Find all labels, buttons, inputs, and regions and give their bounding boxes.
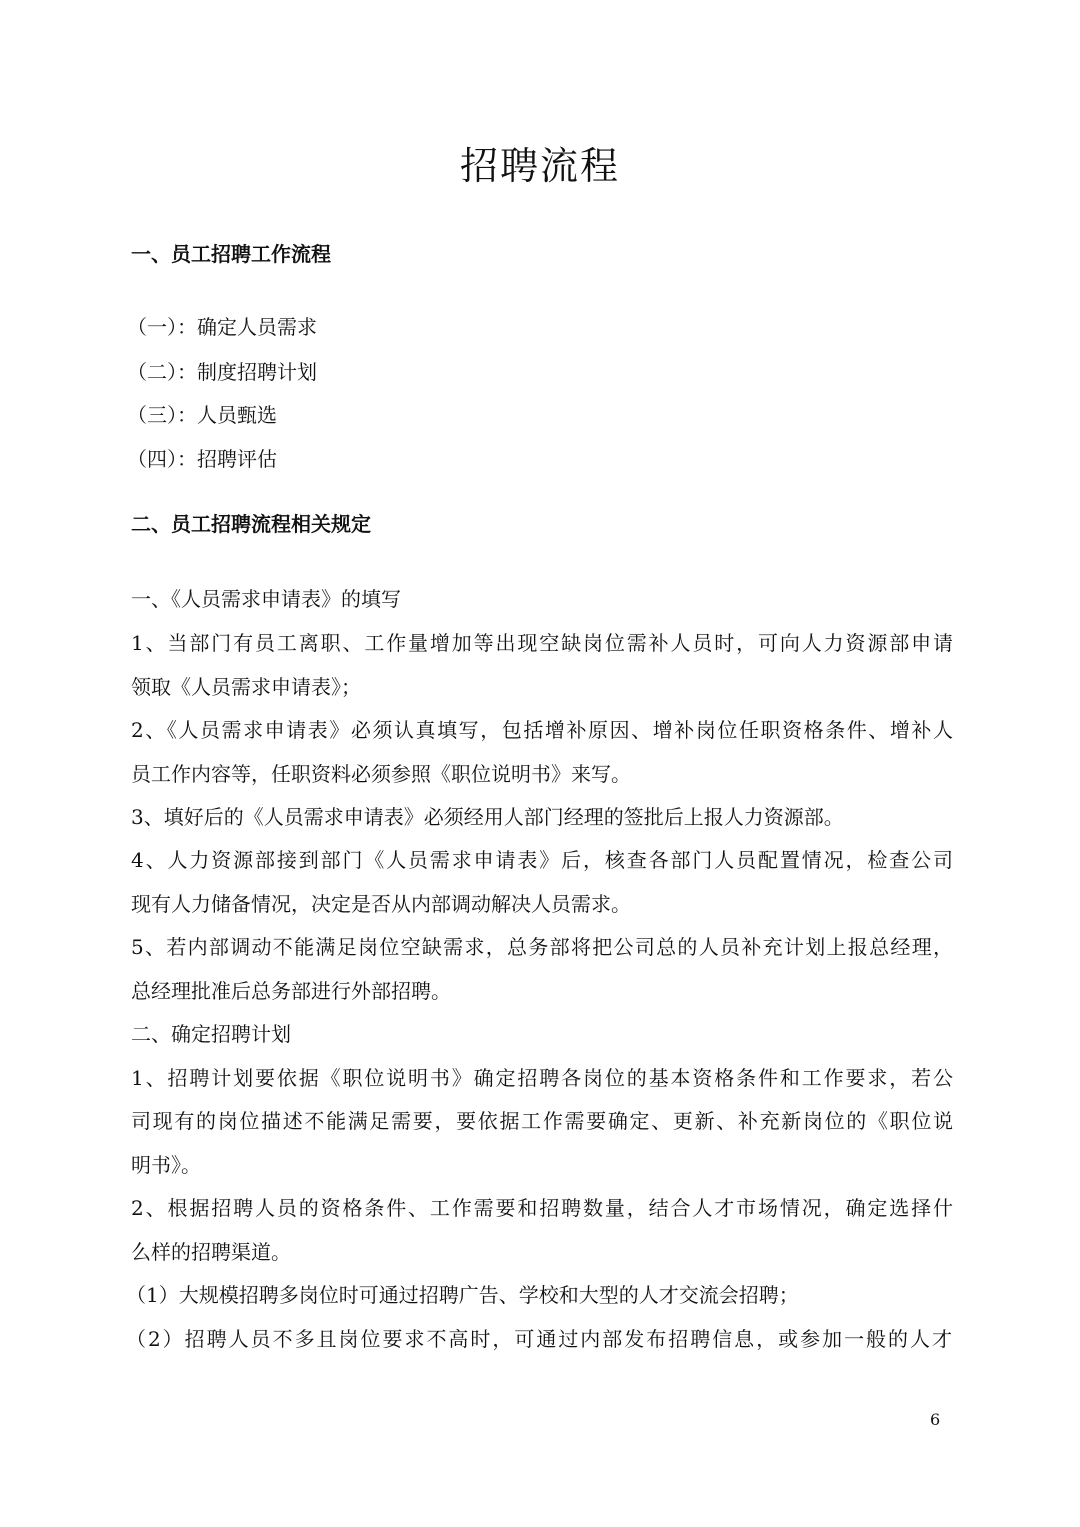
- paragraph-line: 5、若内部调动不能满足岗位空缺需求，总务部将把公司总的人员补充计划上报总经理，: [131, 935, 953, 959]
- subsection-heading: 一、《人员需求申请表》的填写: [131, 587, 401, 611]
- section-heading-1: 一、员工招聘工作流程: [131, 242, 331, 266]
- paragraph-line: 领取《人员需求申请表》；: [131, 675, 361, 699]
- section-heading-2: 二、员工招聘流程相关规定: [131, 512, 371, 536]
- list-item: （四）：招聘评估: [127, 447, 277, 471]
- paragraph-line: 4、人力资源部接到部门《人员需求申请表》后，核查各部门人员配置情况，检查公司: [131, 848, 953, 872]
- paragraph-line: 总经理批准后总务部进行外部招聘。: [131, 979, 451, 1003]
- list-item: （二）：制度招聘计划: [127, 360, 317, 384]
- paragraph-line: 2、根据招聘人员的资格条件、工作需要和招聘数量，结合人才市场情况，确定选择什: [131, 1196, 953, 1220]
- paragraph-line: 1、当部门有员工离职、工作量增加等出现空缺岗位需补人员时，可向人力资源部申请: [131, 631, 953, 655]
- paragraph-line: 2、《人员需求申请表》必须认真填写，包括增补原因、增补岗位任职资格条件、增补人: [131, 718, 953, 742]
- paragraph-line: （2）招聘人员不多且岗位要求不高时，可通过内部发布招聘信息，或参加一般的人才: [126, 1327, 952, 1351]
- paragraph-line: 3、填好后的《人员需求申请表》必须经用人部门经理的签批后上报人力资源部。: [131, 805, 844, 829]
- paragraph-line: 么样的招聘渠道。: [131, 1240, 291, 1264]
- paragraph-line: 员工作内容等，任职资料必须参照《职位说明书》来写。: [131, 762, 631, 786]
- page-title: 招聘流程: [459, 144, 620, 188]
- list-item: （一）：确定人员需求: [127, 315, 317, 339]
- subsection-heading: 二、确定招聘计划: [131, 1022, 291, 1046]
- page-number: 6: [930, 1410, 941, 1429]
- paragraph-line: 1、招聘计划要依据《职位说明书》确定招聘各岗位的基本资格条件和工作要求，若公: [131, 1066, 953, 1090]
- paragraph-line: 现有人力储备情况，决定是否从内部调动解决人员需求。: [131, 892, 631, 916]
- paragraph-line: （1）大规模招聘多岗位时可通过招聘广告、学校和大型的人才交流会招聘；: [126, 1283, 799, 1307]
- paragraph-line: 司现有的岗位描述不能满足需要，要依据工作需要确定、更新、补充新岗位的《职位说: [131, 1109, 953, 1133]
- list-item: （三）：人员甄选: [127, 403, 277, 427]
- paragraph-line: 明书》。: [131, 1153, 201, 1177]
